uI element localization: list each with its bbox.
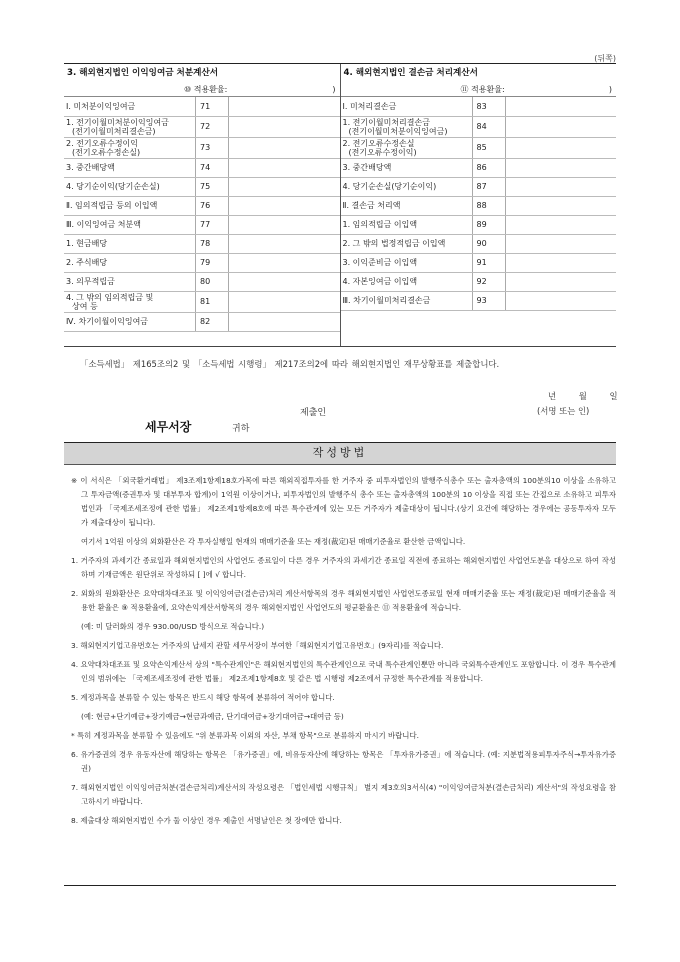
row-label-text: 3. 중간배당액	[66, 163, 115, 172]
signature-label: (서명 또는 인)	[537, 406, 590, 416]
row-code: 71	[196, 97, 229, 116]
amount-field[interactable]	[505, 272, 616, 291]
amount-field[interactable]	[229, 97, 340, 116]
table-row	[64, 312, 340, 331]
amount-field[interactable]	[229, 234, 340, 253]
instruction-5: 5. 계정과목을 분류할 수 있는 항목은 반드시 해당 항목에 분류하여 적어야 합니다.	[71, 693, 335, 702]
instruction-lead-note: 여기서 1억원 이상의 외화환산은 각 투자실행일 현재의 매매기준율 또는 재정(裁定)된 매매기준율로 환산한 금액입니다.	[81, 537, 466, 546]
row-label	[64, 272, 196, 291]
exchange-rate-label: ⑪ 적용환율:	[460, 85, 505, 94]
row-label	[64, 158, 196, 177]
row-label-text: 3. 중간배당액	[342, 163, 392, 172]
date-line: 년 월 일	[548, 391, 618, 401]
row-label	[341, 196, 473, 215]
retained-earnings-table	[64, 97, 340, 332]
amount-field[interactable]	[229, 196, 340, 215]
row-label	[64, 177, 196, 196]
exchange-rate-row-11	[341, 83, 617, 97]
row-label	[64, 116, 196, 137]
row-label-subtext: 상여 등	[72, 301, 98, 311]
row-label-text: 1. 전기이월미처리결손금	[342, 117, 430, 127]
row-label	[64, 215, 196, 234]
amount-field[interactable]	[229, 272, 340, 291]
row-label-text: 4. 당기순손실(당기순이익)	[342, 182, 437, 191]
row-code: 85	[472, 137, 505, 158]
row-code: 76	[196, 196, 229, 215]
row-code: 92	[472, 272, 505, 291]
row-label-text: Ⅱ. 임의적립금 등의 이입액	[66, 201, 158, 210]
row-code: 75	[196, 177, 229, 196]
row-label	[64, 97, 196, 116]
instruction-6: 6. 유가증권의 경우 유동자산에 해당하는 항목은 「유가증권」에, 비유동자산에 해당하는 항목은 「투자유가증권」에 적습니다. (예: 지분법적용피투자주식→투자유가증권)	[71, 750, 616, 773]
row-code: 91	[472, 253, 505, 272]
row-label-text: 1. 전기이월미처분이익잉여금	[66, 117, 169, 127]
row-label	[341, 137, 473, 158]
deficit-title: 4. 해외현지법인 결손금 처리계산서	[343, 68, 478, 78]
table-row	[64, 97, 340, 116]
row-label	[64, 253, 196, 272]
row-label	[341, 97, 473, 116]
row-label-subtext: (전기오류수정손실)	[72, 147, 141, 157]
instruction-1: 1. 거주자의 과세기간 종료일과 해외현지법인의 사업연도 종료일이 다른 경우 거주자의 과세기간 종료일 직전에 종료하는 해외현지법인 사업연도분을 대상으로 하여 작성하며 기재금액은 원단위로 작성하되 [ ]에 √ 합니다.	[71, 556, 616, 579]
instruction-4: 4. 요약대차대조표 및 요약손익계산서 상의 "특수관계인"은 해외현지법인의 특수관계인으로 국내 특수관계인뿐만 아니라 국외특수관계인도 포함합니다. 이 경우 특수관계인의 범위에는 「국제조세조정에 관한 법률」 제2조제1항제8호 및 같은 법 시행령 제2조에서 규정한 특수관계를 적용합니다.	[71, 660, 616, 683]
row-code: 93	[472, 291, 505, 310]
row-code: 74	[196, 158, 229, 177]
row-code: 87	[472, 177, 505, 196]
submitter-label: 제출인	[300, 408, 327, 418]
table-row	[64, 291, 340, 312]
row-label-text: Ⅱ. 결손금 처리액	[342, 201, 401, 210]
deficit-table	[341, 97, 617, 311]
instruction-lead: ※ 이 서식은 「외국환거래법」 제3조제1항제18호가목에 따른 해외직접투자를 한 거주자 중 피투자법인의 발행주식총수 또는 출자총액의 100분의10 이상을 소유하고 그 투자금액(증권투자 및 대부투자 합계)이 1억원 이상이거나, 피투자법인의 발행주식 총수 또는 출자총액의 100분의 10 이상을 직접 또는 간접으로 소유하고 피투자법인과 「국제조세조정에 관한 법률」 제2조제1항제8호에 따른 특수관계에 있는 모든 거주자가 제출대상이 됩니다.(상기 요건에 해당하는 경우에는 공동투자자 모두가 제출대상이 됩니다).	[71, 476, 616, 527]
instruction-3: 3. 해외현지기업고유번호는 거주자의 납세지 관할 세무서장이 부여한「해외현지기업고유번호」(9자리)를 적습니다.	[71, 641, 444, 650]
table-row	[341, 272, 617, 291]
amount-field[interactable]	[229, 291, 340, 312]
row-label-text: 3. 의무적립금	[66, 277, 115, 286]
row-label-text: Ⅰ. 미처리결손금	[342, 101, 397, 111]
amount-field[interactable]	[505, 116, 616, 137]
row-label-text: 2. 주식배당	[66, 258, 108, 267]
exchange-rate-paren: )	[608, 85, 612, 94]
table-row	[341, 116, 617, 137]
amount-field[interactable]	[229, 312, 340, 331]
exchange-rate-row-10	[64, 83, 340, 97]
row-label-text: Ⅳ. 차기이월이익잉여금	[66, 317, 149, 326]
row-label	[341, 291, 473, 310]
row-label	[64, 291, 196, 312]
row-label	[341, 234, 473, 253]
row-code: 73	[196, 137, 229, 158]
amount-field[interactable]	[505, 97, 616, 116]
table-row	[64, 234, 340, 253]
instructions-body	[64, 469, 616, 828]
row-label	[341, 177, 473, 196]
amount-field[interactable]	[505, 177, 616, 196]
instruction-5-note: (예: 현금+단기예금+장기예금→현금과예금, 단기대여금+장기대여금→대여금 등)	[81, 712, 344, 721]
row-label-text: 2. 전기오류수정이익	[66, 138, 138, 148]
row-label	[64, 137, 196, 158]
row-label-text: 2. 그 밖의 법정적립금 이입액	[342, 239, 446, 248]
recipient-title: 세무서장	[145, 420, 192, 434]
row-code: 88	[472, 196, 505, 215]
row-label-subtext: (전기오류수정이익)	[348, 147, 417, 157]
row-code: 89	[472, 215, 505, 234]
table-row	[64, 177, 340, 196]
page-label: (뒤쪽)	[594, 54, 616, 63]
amount-field[interactable]	[229, 158, 340, 177]
row-label-text: 4. 당기순이익(당기순손실)	[66, 182, 160, 191]
page-bottom-rule	[64, 885, 616, 886]
row-label-text: 2. 전기오류수정손실	[342, 138, 415, 148]
row-code: 84	[472, 116, 505, 137]
deficit-panel	[341, 64, 617, 346]
table-row	[64, 158, 340, 177]
row-code: 78	[196, 234, 229, 253]
table-row	[341, 158, 617, 177]
row-code: 83	[472, 97, 505, 116]
row-label	[341, 116, 473, 137]
retained-earnings-title: 3. 해외현지법인 이익잉여금 처분계산서	[67, 68, 219, 78]
row-label	[64, 234, 196, 253]
retained-earnings-panel	[64, 64, 341, 346]
table-row	[64, 137, 340, 158]
table-row	[64, 116, 340, 137]
table-row	[64, 215, 340, 234]
row-code: 82	[196, 312, 229, 331]
row-code: 80	[196, 272, 229, 291]
amount-field[interactable]	[229, 253, 340, 272]
table-row	[341, 137, 617, 158]
row-label	[64, 312, 196, 331]
amount-field[interactable]	[505, 215, 616, 234]
instruction-8: 8. 제출대상 해외현지법인 수가 둘 이상인 경우 제출인 서명날인은 첫 장에만 합니다.	[71, 816, 342, 825]
row-label	[64, 196, 196, 215]
amount-field[interactable]	[505, 196, 616, 215]
row-label	[341, 158, 473, 177]
amount-field[interactable]	[505, 158, 616, 177]
row-code: 77	[196, 215, 229, 234]
title-bar-top-rule	[64, 442, 616, 443]
table-row	[341, 177, 617, 196]
row-label	[341, 272, 473, 291]
row-label-text: 4. 그 밖의 임의적립금 및	[66, 292, 154, 302]
declaration-text: 「소득세법」 제165조의2 및 「소득세법 시행령」 제217조의2에 따라 해외현지법인 재무상황표를 제출합니다.	[80, 359, 500, 369]
row-label-text: 1. 임의적립금 이입액	[342, 220, 418, 229]
table-row	[341, 234, 617, 253]
table-row	[341, 291, 617, 310]
exchange-rate-label: ⑩ 적용환율:	[184, 85, 228, 94]
table-row	[64, 253, 340, 272]
instruction-2-note: (예: 미 달러화의 경우 930.00/USD 방식으로 적습니다.)	[81, 622, 265, 631]
table-row	[341, 215, 617, 234]
row-code: 79	[196, 253, 229, 272]
amount-field[interactable]	[505, 291, 616, 310]
row-label-text: Ⅲ. 차기이월미처리결손금	[342, 296, 431, 305]
table-row	[341, 196, 617, 215]
row-label-text: Ⅰ. 미처분이익잉여금	[66, 101, 136, 111]
row-code: 81	[196, 291, 229, 312]
row-label	[341, 253, 473, 272]
amount-field[interactable]	[229, 137, 340, 158]
honorific-text: 귀하	[232, 424, 250, 434]
row-label-text: 3. 이익준비금 이입액	[342, 258, 418, 267]
amount-field[interactable]	[505, 234, 616, 253]
table-row	[64, 272, 340, 291]
row-code: 86	[472, 158, 505, 177]
amount-field[interactable]	[505, 253, 616, 272]
row-label-text: 1. 현금배당	[66, 239, 108, 248]
row-code: 90	[472, 234, 505, 253]
table-row	[341, 97, 617, 116]
amount-field[interactable]	[229, 116, 340, 137]
row-label-subtext: (전기이월미처리결손금)	[72, 126, 156, 136]
instruction-5-star: * 특히 계정과목을 분류할 수 있음에도 "위 분류과목 이외의 자산, 부채 항목"으로 분류하지 마시기 바랍니다.	[71, 731, 419, 740]
row-label-text: Ⅲ. 이익잉여금 처분액	[66, 220, 141, 229]
table-row	[64, 196, 340, 215]
exchange-rate-paren: )	[332, 85, 336, 94]
row-code: 72	[196, 116, 229, 137]
table-row	[341, 253, 617, 272]
amount-field[interactable]	[229, 177, 340, 196]
instruction-2: 2. 외화의 원화환산은 요약대차대조표 및 이익잉여금(결손금)처리 계산서항목의 경우 해외현지법인 사업연도종료일 현재 매매기준율 또는 재정(裁定)된 매매기준율을 적용한 환율은 ⑨ 적용환율에, 요약손익계산서항목의 경우 해외현지법인 사업연도의 평균환율은 ⑪ 적용환율에 적습니다.	[71, 589, 616, 612]
statement-tables	[64, 63, 616, 347]
row-label-text: 4. 자본잉여금 이입액	[342, 277, 418, 286]
instruction-7: 7. 해외현지법인 이익잉여금처분(결손금처리)계산서의 작성요령은 「법인세법 시행규칙」 별지 제3호의3서식(4) "이익잉여금처분(결손금처리) 계산서"의 작성요령을 참고하시기 바랍니다.	[71, 783, 616, 806]
amount-field[interactable]	[229, 215, 340, 234]
amount-field[interactable]	[505, 137, 616, 158]
instructions-title: 작성방법	[64, 442, 616, 465]
row-label-subtext: (전기이월미처분이익잉여금)	[348, 126, 448, 136]
row-label	[341, 215, 473, 234]
